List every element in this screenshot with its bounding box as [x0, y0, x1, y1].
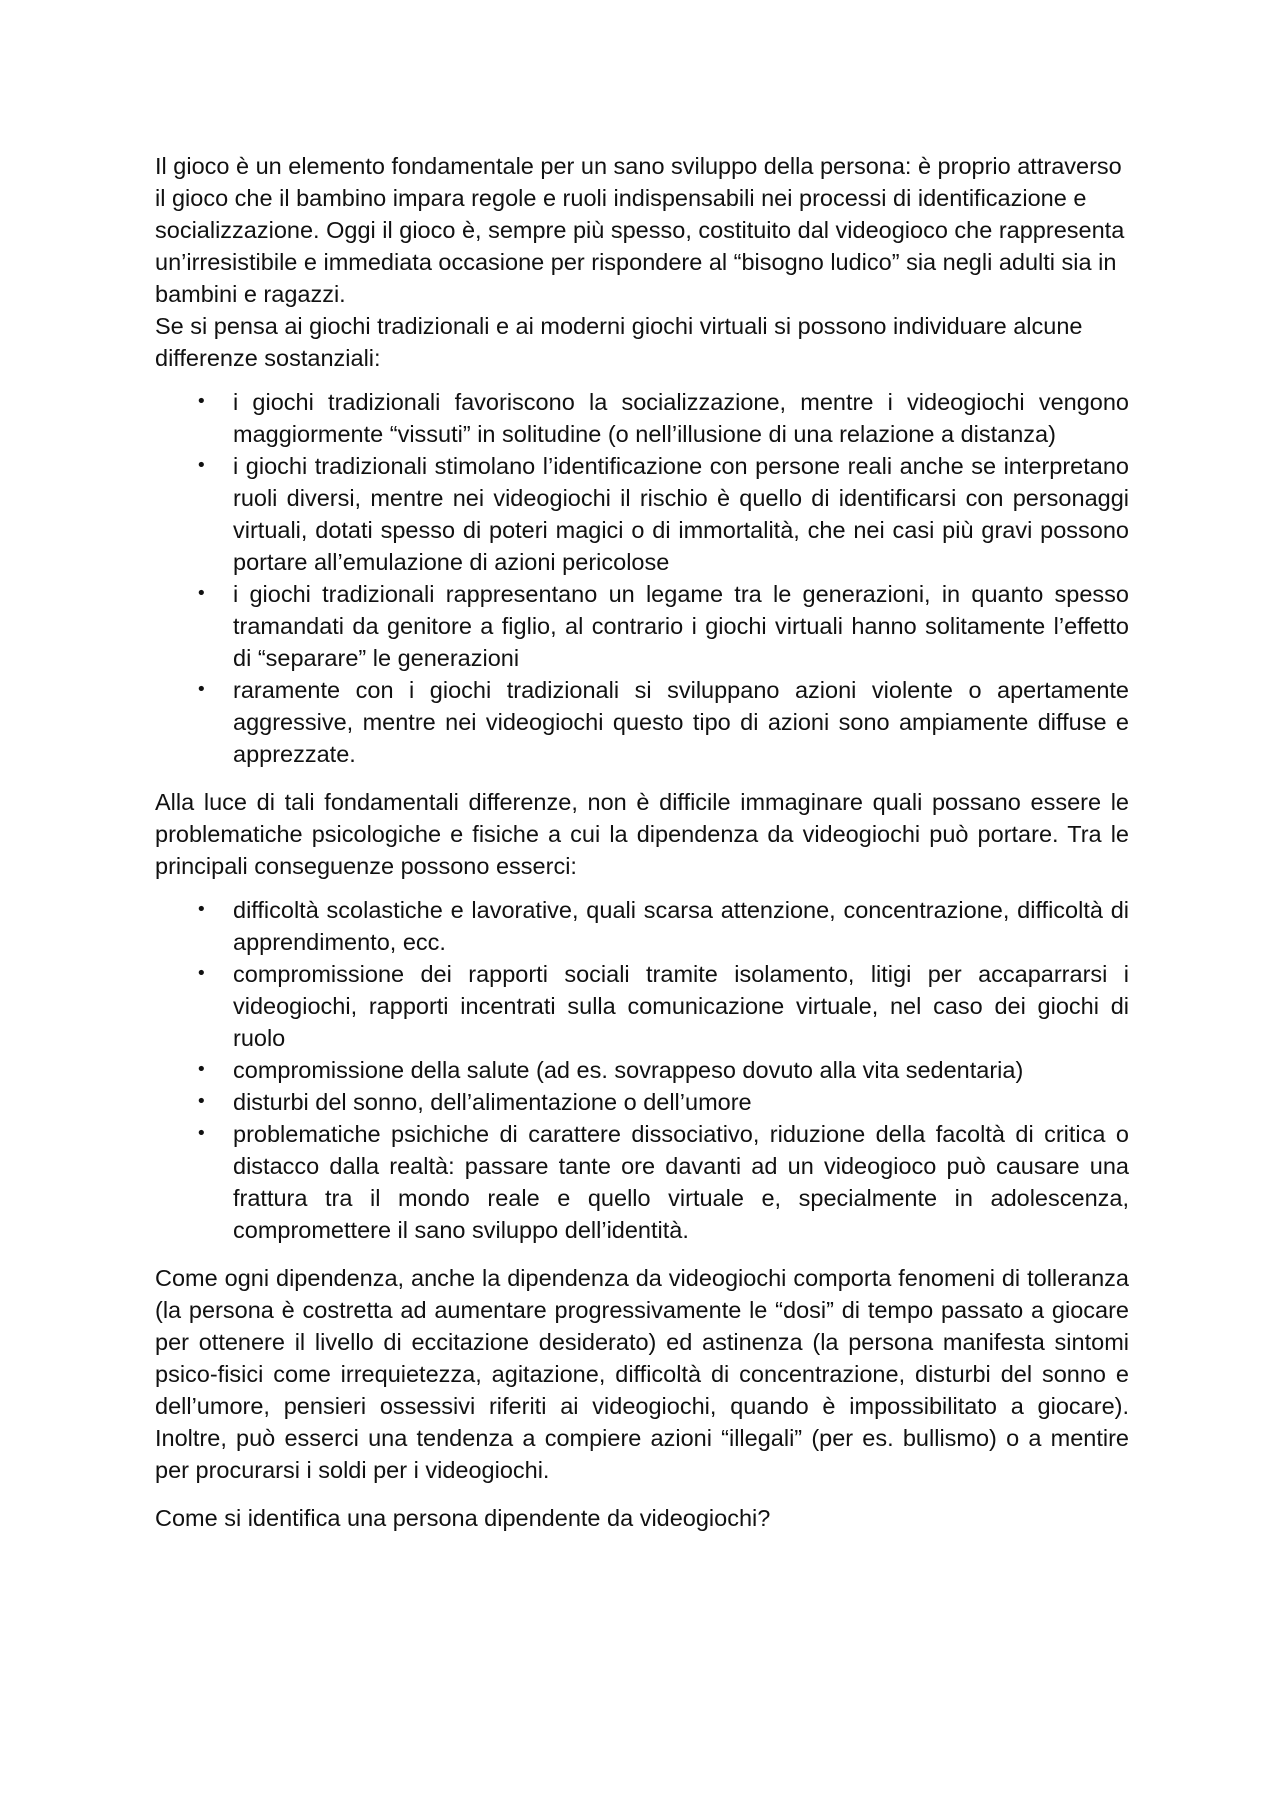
list-item [155, 674, 1129, 770]
bullet-icon: • [196, 391, 207, 412]
dependence-paragraph: Come ogni dipendenza, anche la dipendenza da videogiochi comporta fenomeni di tolleranza (la persona è costretta ad aumentare progressivamente le “dosi” di tempo passato a giocare per ottenere il livello di eccitazione desiderato) ed astinenza (la persona manifesta sintomi psico-fisici come irrequietezza, agitazione, difficoltà di concentrazione, disturbi del sonno e dell’umore, pensieri ossessivi riferiti ai videogiochi, quando è impossibilitato a giocare). Inoltre, può esserci una tendenza a compiere azioni “illegali” (per es. bullismo) o a mentire per procurarsi i soldi per i videogiochi. [155, 1265, 1129, 1483]
list-item-text: disturbi del sonno, dell’alimentazione o dell’umore [233, 1089, 752, 1115]
intro-paragraph: Il gioco è un elemento fondamentale per un sano sviluppo della persona: è proprio attraverso il gioco che il bambino impara regole e ruoli indispensabili nei processi di identificazione e socializzazione. Oggi il gioco è, sempre più spesso, costituito dal videogioco che rappresenta un’irresistibile e immediata occasione per rispondere al “bisogno ludico” sia negli adulti sia in bambini e ragazzi. [155, 153, 1125, 307]
list-item-text: i giochi tradizionali rappresentano un legame tra le generazioni, in quanto spesso tramandati da genitore a figlio, al contrario i giochi virtuali hanno solitamente l’effetto di “separare” le generazioni [233, 581, 1129, 671]
list-item [155, 1086, 1129, 1118]
document-page [155, 150, 1129, 1534]
list-item [155, 958, 1129, 1054]
list-item-text: i giochi tradizionali favoriscono la socializzazione, mentre i videogiochi vengono maggiormente “vissuti” in solitudine (o nell’illusione di una relazione a distanza) [233, 389, 1129, 447]
list-item [155, 578, 1129, 674]
list-item [155, 894, 1129, 958]
bullet-icon: • [196, 963, 207, 984]
differences-list [155, 386, 1129, 770]
list-item [155, 1054, 1129, 1086]
list-item-text: raramente con i giochi tradizionali si sviluppano azioni violente o apertamente aggressive, mentre nei videogiochi questo tipo di azioni sono ampiamente diffuse e apprezzate. [233, 677, 1129, 767]
bullet-icon: • [196, 1091, 207, 1112]
list-item-text: difficoltà scolastiche e lavorative, quali scarsa attenzione, concentrazione, difficoltà di apprendimento, ecc. [233, 897, 1129, 955]
list-item-text: i giochi tradizionali stimolano l’identificazione con persone reali anche se interpretano ruoli diversi, mentre nei videogiochi il rischio è quello di identificarsi con personaggi virtuali, dotati spesso di poteri magici o di immortalità, che nei casi più gravi possono portare all’emulazione di azioni pericolose [233, 453, 1129, 575]
closing-question: Come si identifica una persona dipendente da videogiochi? [155, 1505, 771, 1531]
list-item [155, 450, 1129, 578]
list-item-text: compromissione dei rapporti sociali tramite isolamento, litigi per accaparrarsi i videogiochi, rapporti incentrati sulla comunicazione virtuale, nel caso dei giochi di ruolo [233, 961, 1129, 1051]
list-item-text: problematiche psichiche di carattere dissociativo, riduzione della facoltà di critica o distacco dalla realtà: passare tante ore davanti ad un videogioco può causare una frattura tra il mondo reale e quello virtuale e, specialmente in adolescenza, compromettere il sano sviluppo dell’identità. [233, 1121, 1129, 1243]
list-item [155, 386, 1129, 450]
bullet-icon: • [196, 455, 207, 476]
bullet-icon: • [196, 583, 207, 604]
consequences-intro-paragraph: Alla luce di tali fondamentali differenze, non è difficile immaginare quali possano essere le problematiche psicologiche e fisiche a cui la dipendenza da videogiochi può portare. Tra le principali conseguenze possono esserci: [155, 789, 1129, 879]
list-item [155, 1118, 1129, 1246]
bullet-icon: • [196, 679, 207, 700]
bullet-icon: • [196, 899, 207, 920]
bullet-icon: • [196, 1123, 207, 1144]
bullet-icon: • [196, 1059, 207, 1080]
consequences-list [155, 894, 1129, 1246]
intro-differences-lead: Se si pensa ai giochi tradizionali e ai moderni giochi virtuali si possono individuare alcune differenze sostanziali: [155, 313, 1083, 371]
list-item-text: compromissione della salute (ad es. sovrappeso dovuto alla vita sedentaria) [233, 1057, 1024, 1083]
